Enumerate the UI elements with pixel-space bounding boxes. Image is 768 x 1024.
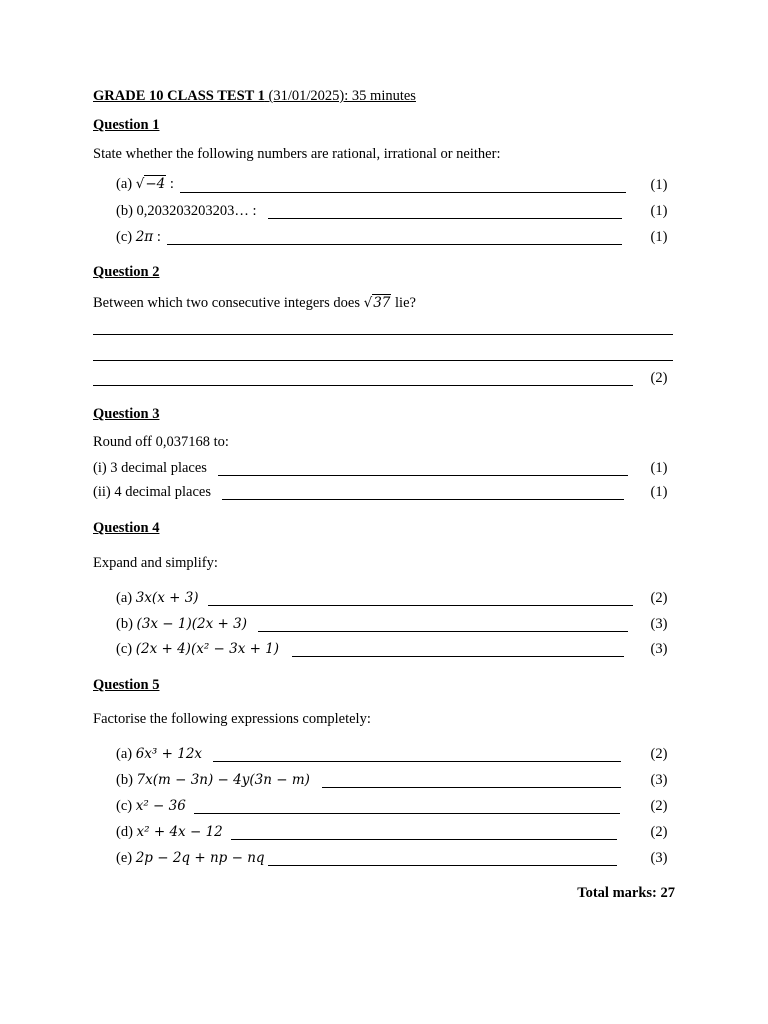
question-2-prompt <box>93 295 416 312</box>
q4-item-c <box>116 641 279 658</box>
q3-item-ii-mark: (1) <box>650 484 668 500</box>
sqrt-expression: √−4 <box>135 176 166 192</box>
test-heading <box>93 88 416 105</box>
q1-item-c-sep: : <box>156 229 161 245</box>
q1-item-a-sep: : <box>169 176 174 192</box>
question-4-prompt: Expand and simplify: <box>93 555 218 571</box>
q1-item-b-text: 0,203203203203… : <box>136 203 257 219</box>
q5-item-c-expr: x² − 36 <box>135 798 186 814</box>
answer-line-q1b[interactable] <box>268 218 622 219</box>
q5-item-b-label: (b) <box>116 772 133 788</box>
q1-item-c-label: (c) <box>116 229 133 245</box>
q5-item-d <box>116 824 223 841</box>
q1-item-b <box>116 203 257 220</box>
q4-item-a <box>116 590 199 607</box>
q2-mark: (2) <box>650 370 668 386</box>
q5-item-e <box>116 850 265 867</box>
q5-item-a-label: (a) <box>116 746 133 762</box>
q1-item-a <box>116 176 174 193</box>
q5-item-b-expr: 7x(m − 3n) − 4y(3n − m) <box>136 772 310 788</box>
q1-item-a-label: (a) <box>116 176 133 192</box>
q5-item-b-mark: (3) <box>650 772 668 788</box>
q2-radicand: 37 <box>373 295 391 311</box>
heading-date-duration: (31/01/2025): 35 minutes <box>264 88 416 104</box>
q4-item-b-mark: (3) <box>650 616 668 632</box>
q5-item-a <box>116 746 202 763</box>
question-3-prompt: Round off 0,037168 to: <box>93 434 229 450</box>
q5-item-a-mark: (2) <box>650 746 668 762</box>
answer-line-q1a[interactable] <box>180 192 626 193</box>
q3-item-ii-label: (ii) 4 decimal places <box>93 484 211 500</box>
answer-line-q5c[interactable] <box>194 813 620 814</box>
q5-item-b <box>116 772 310 789</box>
sqrt-expression: √37 <box>363 295 391 311</box>
question-4-title: Question 4 <box>93 520 160 536</box>
q4-item-b <box>116 616 247 633</box>
question-5-prompt: Factorise the following expressions completely: <box>93 711 371 727</box>
answer-line-q5e[interactable] <box>268 865 617 866</box>
q4-item-a-label: (a) <box>116 590 133 606</box>
q5-item-e-label: (e) <box>116 850 133 866</box>
q4-item-a-expr: 3x(x + 3) <box>135 590 199 606</box>
q5-item-e-mark: (3) <box>650 850 668 866</box>
answer-line-q4a[interactable] <box>208 605 633 606</box>
q1-item-b-label: (b) <box>116 203 133 219</box>
q1-item-a-mark: (1) <box>650 177 668 193</box>
answer-line-q2-2[interactable] <box>93 360 673 361</box>
question-1-title: Question 1 <box>93 117 160 133</box>
answer-line-q2-3[interactable] <box>93 385 633 386</box>
heading-title: GRADE 10 CLASS TEST 1 <box>93 88 265 104</box>
q4-item-c-mark: (3) <box>650 641 668 657</box>
answer-line-q5d[interactable] <box>231 839 617 840</box>
q5-item-c <box>116 798 186 815</box>
answer-line-q4b[interactable] <box>258 631 628 632</box>
q4-item-a-mark: (2) <box>650 590 668 606</box>
question-1-prompt: State whether the following numbers are rational, irrational or neither: <box>93 146 501 162</box>
q5-item-c-label: (c) <box>116 798 133 814</box>
q3-item-i-label: (i) 3 decimal places <box>93 460 207 476</box>
q2-prompt-before: Between which two consecutive integers does <box>93 295 360 311</box>
q4-item-c-expr: (2x + 4)(x² − 3x + 1) <box>135 641 280 657</box>
q5-item-c-mark: (2) <box>650 798 668 814</box>
q5-item-d-expr: x² + 4x − 12 <box>136 824 223 840</box>
q1-item-c-mark: (1) <box>650 229 668 245</box>
q3-item-i-mark: (1) <box>650 460 668 476</box>
q1-item-c <box>116 229 161 246</box>
q1-item-c-expr: 2π <box>135 229 154 245</box>
question-3-title: Question 3 <box>93 406 160 422</box>
question-2-title: Question 2 <box>93 264 160 280</box>
answer-line-q3i[interactable] <box>218 475 628 476</box>
q1-item-a-radicand: −4 <box>145 176 166 192</box>
answer-line-q3ii[interactable] <box>222 499 624 500</box>
answer-line-q2-1[interactable] <box>93 334 673 335</box>
total-marks: Total marks: 27 <box>577 885 675 901</box>
answer-line-q5b[interactable] <box>322 787 621 788</box>
q4-item-c-label: (c) <box>116 641 133 657</box>
q5-item-d-mark: (2) <box>650 824 668 840</box>
q5-item-e-expr: 2p − 2q + np − nq <box>135 850 265 866</box>
q5-item-d-label: (d) <box>116 824 133 840</box>
q4-item-b-label: (b) <box>116 616 133 632</box>
answer-line-q5a[interactable] <box>213 761 621 762</box>
q4-item-b-expr: (3x − 1)(2x + 3) <box>136 616 247 632</box>
answer-line-q1c[interactable] <box>167 244 622 245</box>
q1-item-b-mark: (1) <box>650 203 668 219</box>
q2-prompt-after: lie? <box>395 295 416 311</box>
answer-line-q4c[interactable] <box>292 656 624 657</box>
question-5-title: Question 5 <box>93 677 160 693</box>
q5-item-a-expr: 6x³ + 12x <box>135 746 203 762</box>
